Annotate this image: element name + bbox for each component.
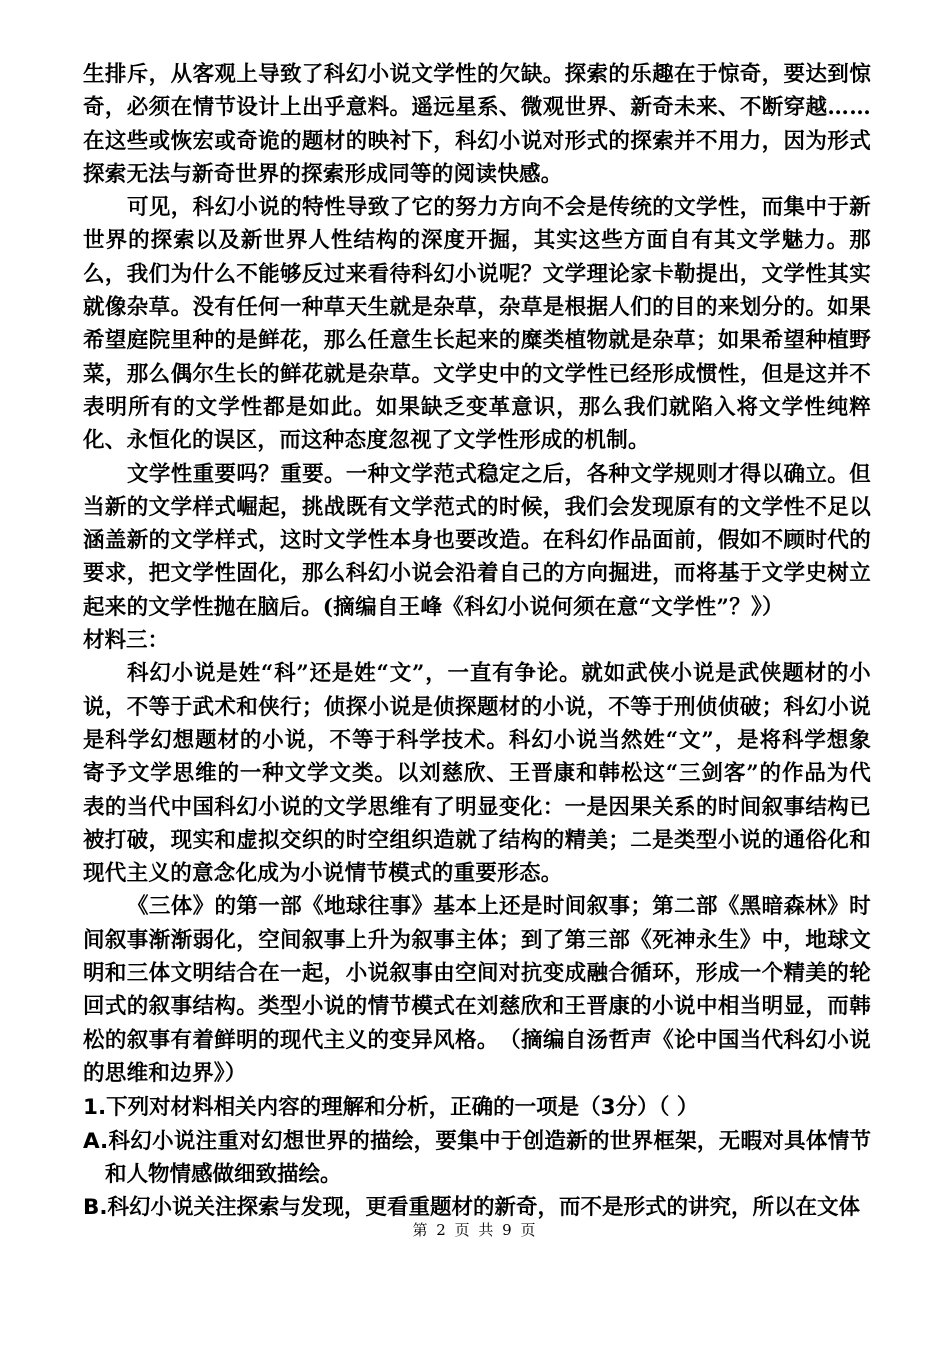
option-a: A.科幻小说注重对幻想世界的描绘，要集中于创造新的世界框架，无暇对具体情节和人物情感做细致描绘。 [83, 1128, 871, 1187]
paragraph-literariness-importance: 文学性重要吗？重要。一种文学范式稳定之后，各种文学规则才得以确立。但当新的文学样式崛起，挑战既有文学范式的时候，我们会发现原有的文学性不足以涵盖新的文学样式，这时文学性本身也要改造。在科幻作品面前，假如不顾时代的要求，把文学性固化，那么科幻小说会沿着自己的方向掘进，而将基于文学史树立起来的文学性抛在脑后。(摘编自王峰《科幻小说何须在意“文学性”？》） [83, 461, 871, 620]
question-stem: 1.下列对材料相关内容的理解和分析，正确的一项是（3分）（ ） [83, 1095, 699, 1121]
paragraph-literariness-direction: 可见，科幻小说的特性导致了它的努力方向不会是传统的文学性，而集中于新世界的探索以及新世界人性结构的深度开掘，其实这些方面自有其文学魅力。那么，我们为什么不能够反过来看待科幻小说呢？文学理论家卡勒提出，文学性其实就像杂草。没有任何一种草天生就是杂草，杂草是根据人们的目的来划分的。如果希望庭院里种的是鲜花，那么任意生长起来的糜类植物就是杂草；如果希望种植野菜，那么偶尔生长的鲜花就是杂草。文学史中的文学性已经形成惯性，但是这并不表明所有的文学性都是如此。如果缺乏变革意识，那么我们就陷入将文学性纯粹化、永恒化的误区，而这种态度忽视了文学性形成的机制。 [83, 195, 871, 454]
page-footer: 第 2 页 共 9 页 [412, 1221, 538, 1239]
document-body [83, 58, 871, 1224]
paragraph-continued: 生排斥，从客观上导致了科幻小说文学性的欠缺。探索的乐趣在于惊奇，要达到惊奇，必须在情节设计上出乎意料。遥远星系、微观世界、新奇未来、不断穿越……在这些或恢宏或奇诡的题材的映衬下，科幻小说对形式的探索并不用力，因为形式探索无法与新奇世界的探索形成同等的阅读快感。 [83, 62, 871, 187]
material-three-label: 材料三： [83, 628, 170, 654]
paragraph-three-body: 《三体》的第一部《地球往事》基本上还是时间叙事；第二部《黑暗森林》时间叙事渐渐弱化，空间叙事上升为叙事主体；到了第三部《死神永生》中，地球文明和三体文明结合在一起，小说叙事由空间对抗变成融合循环，形成一个精美的轮回式的叙事结构。类型小说的情节模式在刘慈欣和王晋康的小说中相当明显，而韩松的叙事有着鲜明的现代主义的变异风格。 （摘编自汤哲声《论中国当代科幻小说的思维和边界》） [83, 894, 871, 1086]
paragraph-sci-fi-genre: 科幻小说是姓“科”还是姓“文”，一直有争论。就如武侠小说是武侠题材的小说，不等于武术和侠行；侦探小说是侦探题材的小说，不等于刑侦侦破；科幻小说是科学幻想题材的小说，不等于科学技术。科幻小说当然姓“文”，是将科学想象寄予文学思维的一种文学文类。以刘慈欣、王晋康和韩松这“三剑客”的作品为代表的当代中国科幻小说的文学思维有了明显变化：一是因果关系的时间叙事结构已被打破，现实和虚拟交织的时空组织造就了结构的精美；二是类型小说的通俗化和现代主义的意念化成为小说情节模式的重要形态。 [83, 661, 871, 887]
option-b: B.科幻小说关注探索与发现，更看重题材的新奇，而不是形式的讲究，所以在文体 [83, 1195, 861, 1221]
